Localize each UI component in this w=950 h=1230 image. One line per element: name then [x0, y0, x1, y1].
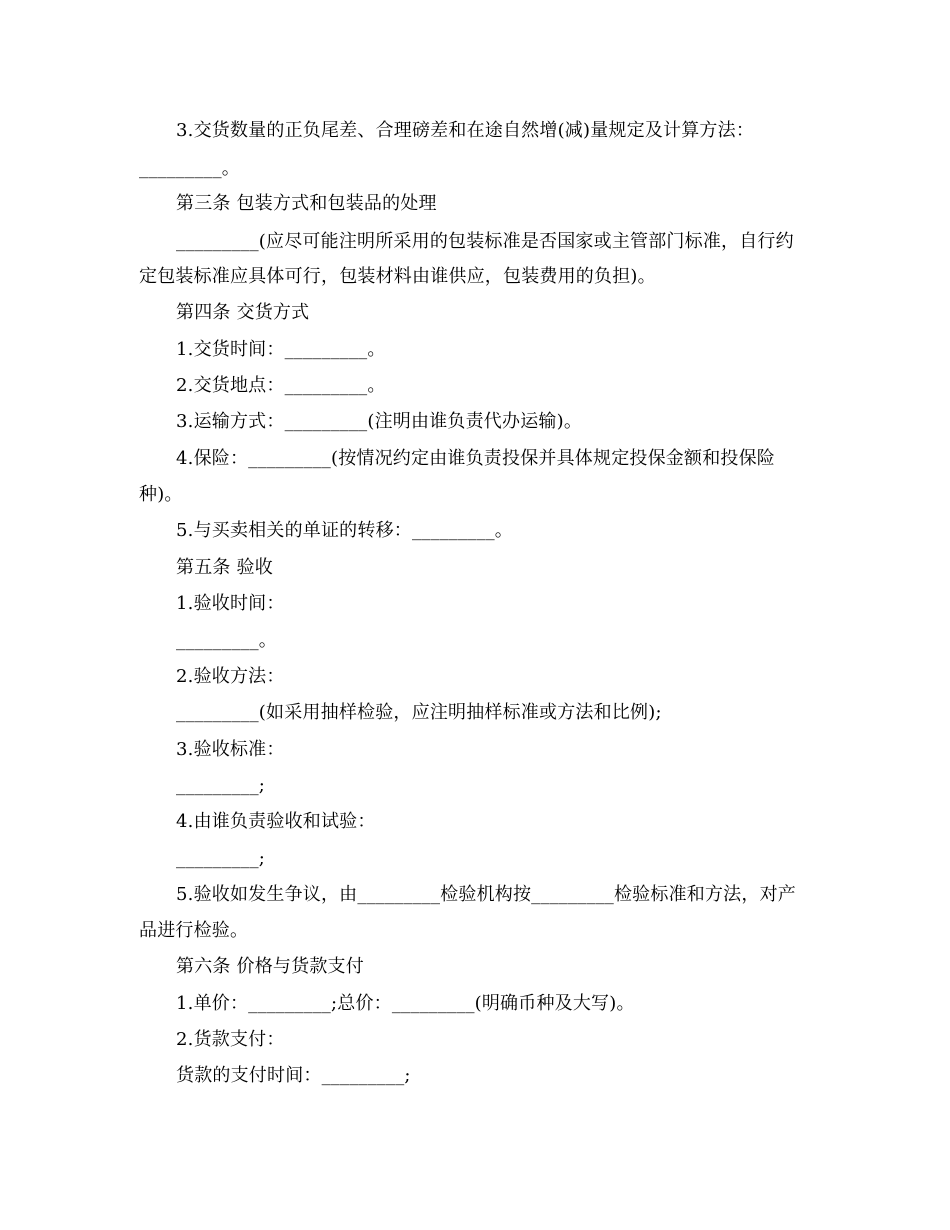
- text-line: 1.单价：_________;总价：_________(明确币种及大写)。: [176, 993, 635, 1014]
- text-line: 3.交货数量的正负尾差、合理磅差和在途自然增(减)量规定及计算方法：: [176, 120, 755, 141]
- text-line: 1.交货时间：_________。: [176, 339, 386, 360]
- text-line: _________;: [176, 775, 266, 796]
- section-heading: 第四条 交货方式: [176, 302, 310, 323]
- text-line: _________。: [176, 630, 277, 651]
- text-line: 2.验收方法：: [176, 666, 285, 687]
- text-line: 4.由谁负责验收和试验：: [176, 811, 376, 832]
- section-heading: 第五条 验收: [176, 557, 273, 578]
- section-heading: 第三条 包装方式和包装品的处理: [176, 193, 437, 214]
- text-line: 5.验收如发生争议，由_________检验机构按_________检验标准和方法，对产: [176, 884, 796, 905]
- text-line: 种)。: [139, 484, 183, 505]
- text-line: 1.验收时间：: [176, 593, 285, 614]
- text-line: 4.保险：_________(按情况约定由谁负责投保并具体规定投保金额和投保险: [176, 448, 775, 469]
- text-line: _________;: [176, 848, 266, 869]
- text-line: _________。: [139, 158, 240, 179]
- text-line: 5.与买卖相关的单证的转移：_________。: [176, 520, 513, 541]
- text-line: _________(应尽可能注明所采用的包装标准是否国家或主管部门标准，自行约: [176, 231, 794, 252]
- section-heading: 第六条 价格与货款支付: [176, 956, 364, 977]
- text-line: _________(如采用抽样检验，应注明抽样标准或方法和比例);: [176, 702, 662, 723]
- text-line: 货款的支付时间：_________;: [176, 1065, 411, 1086]
- text-line: 3.验收标准：: [176, 739, 285, 760]
- text-line: 3.运输方式：_________(注明由谁负责代办运输)。: [176, 411, 583, 432]
- text-line: 2.交货地点：_________。: [176, 375, 386, 396]
- text-line: 2.货款支付：: [176, 1029, 285, 1050]
- text-line: 品进行检验。: [139, 920, 249, 941]
- text-line: 定包装标准应具体可行，包装材料由谁供应，包装费用的负担)。: [139, 266, 656, 287]
